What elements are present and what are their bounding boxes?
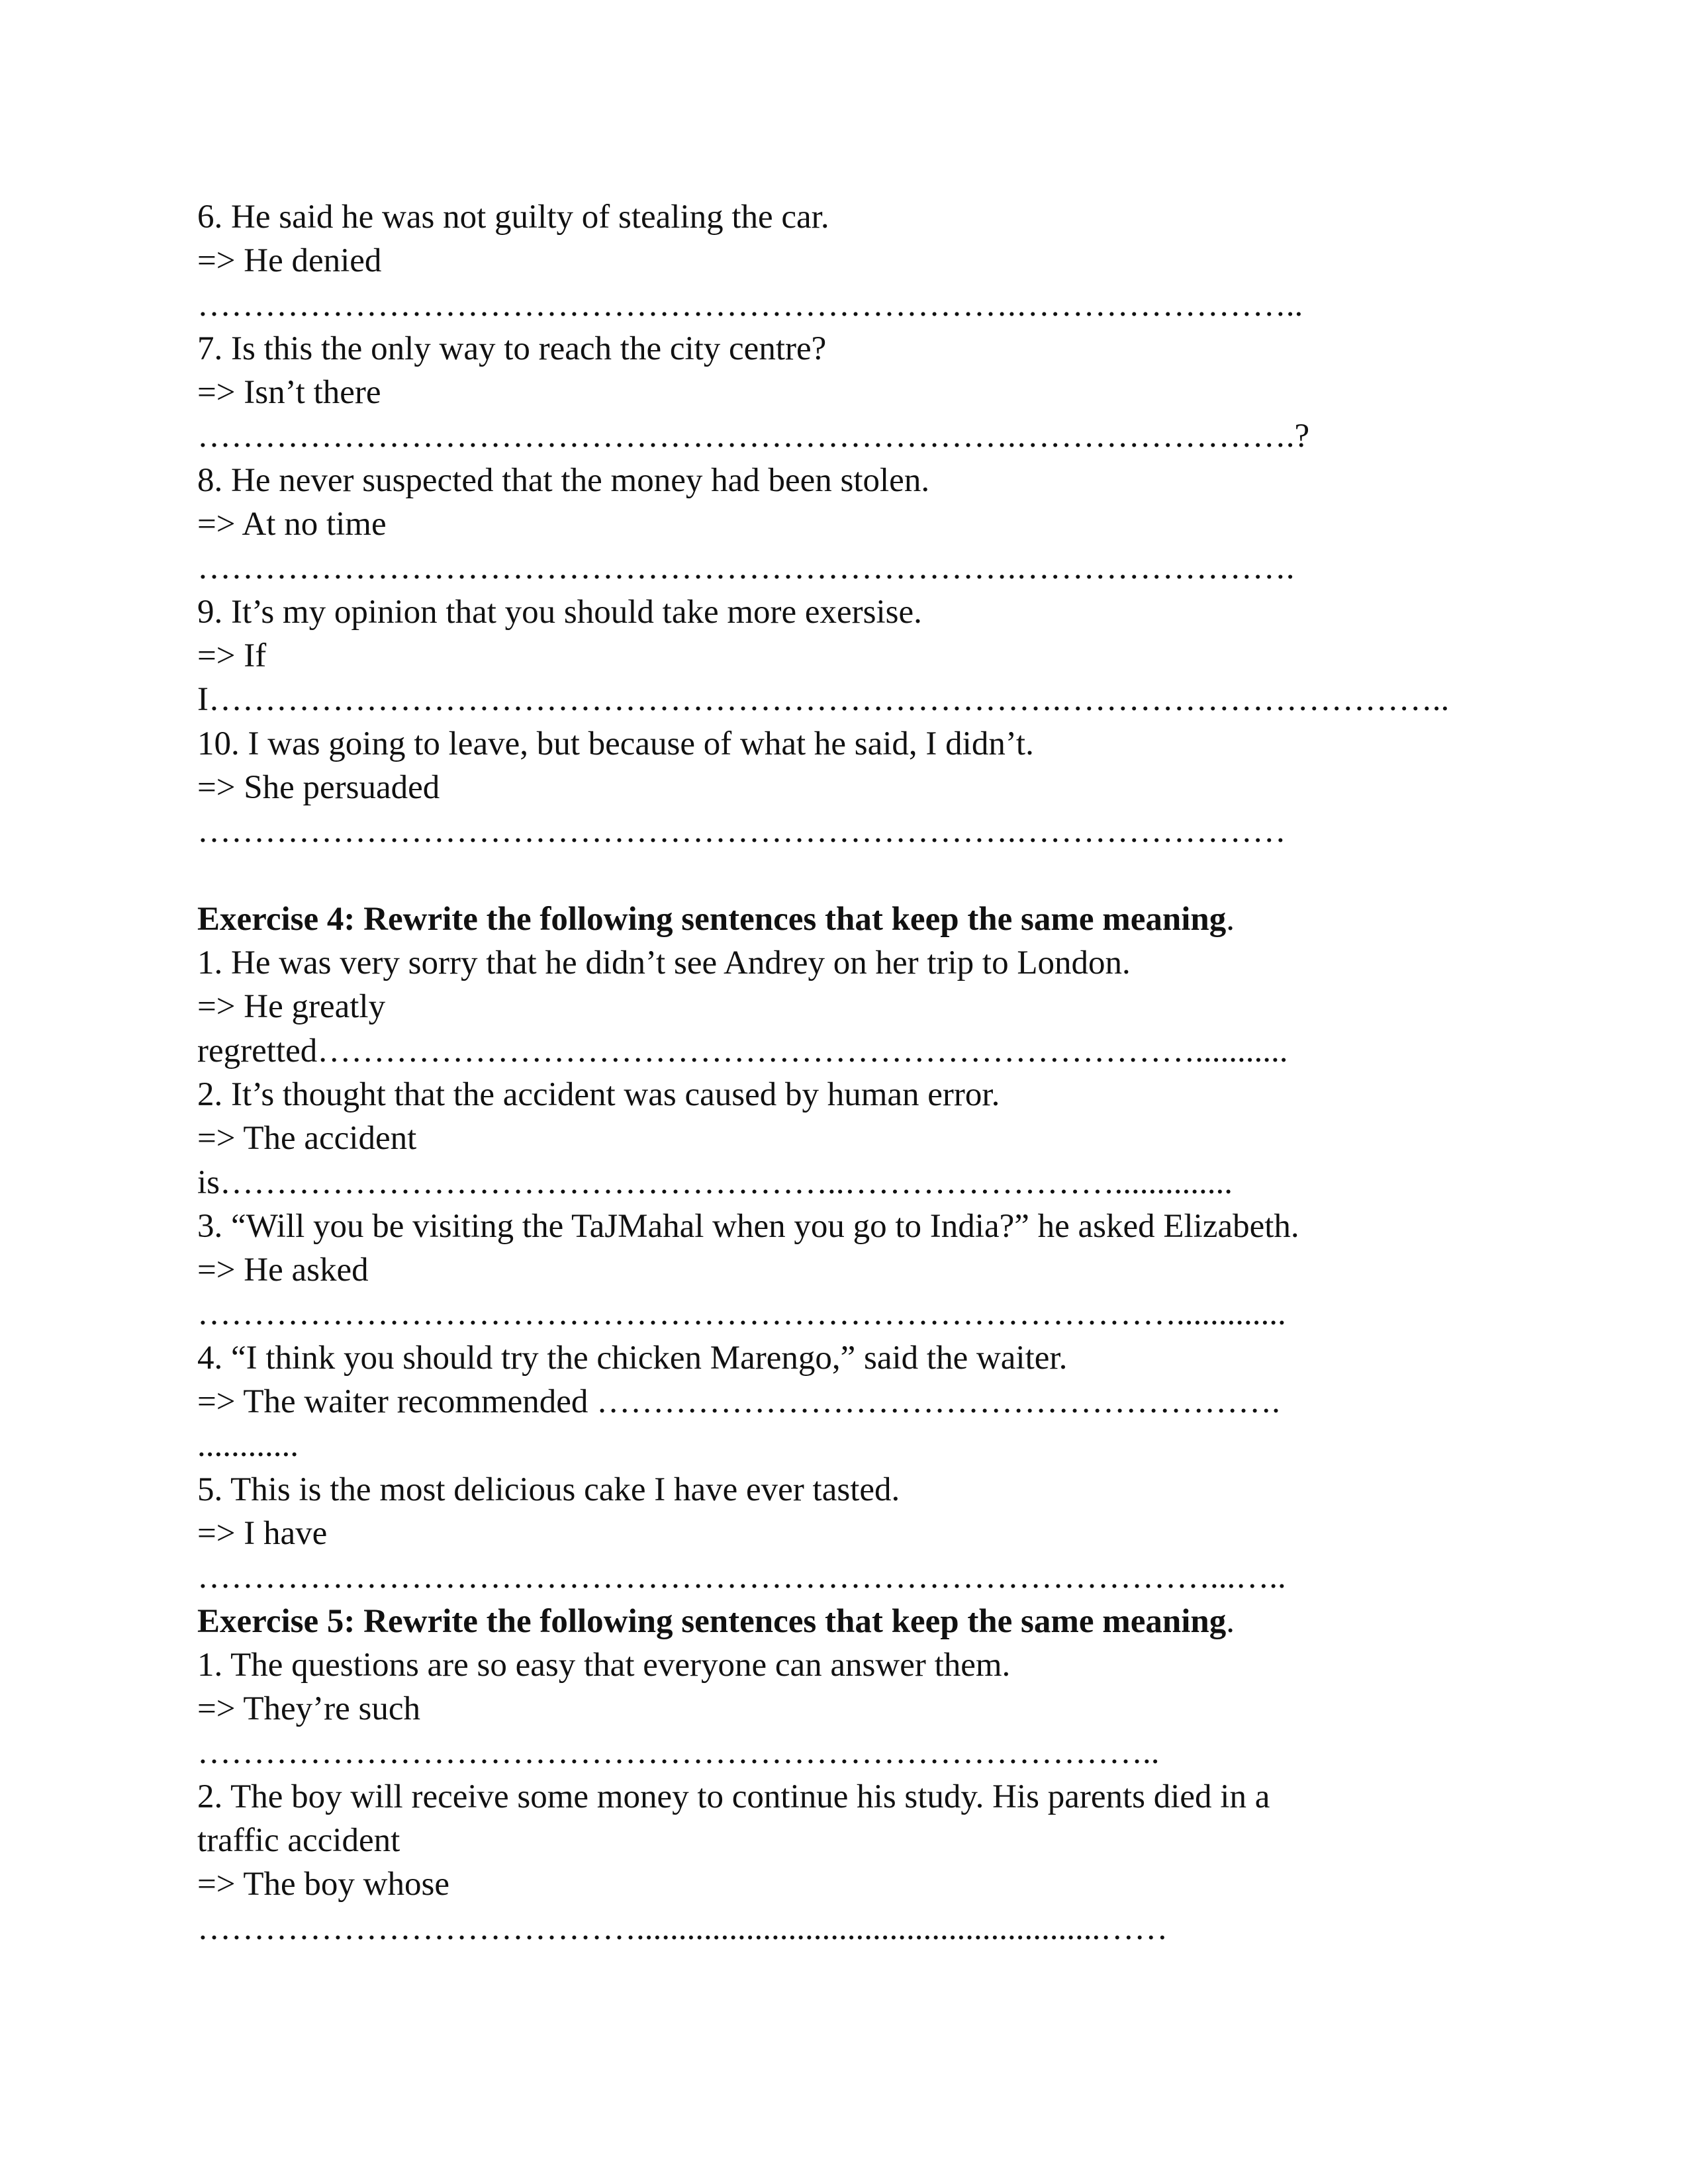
- ex5-question-1: 1. The questions are so easy that everyone can answer them.: [197, 1646, 1011, 1684]
- ex5-answer-prompt-1: => They’re such: [197, 1690, 420, 1728]
- answer-blank-9[interactable]: I………………………………………………………………….……………………………..: [197, 681, 1450, 719]
- exercise-4-title: Exercise 4: Rewrite the following sentences that keep the same meaning: [197, 900, 1227, 938]
- ex4-answer-prompt-1: => He greatly: [197, 988, 386, 1026]
- answer-blank-10[interactable]: ……………………………………………………………….……………………: [197, 813, 1286, 850]
- answer-prompt-10: => She persuaded: [197, 768, 440, 806]
- worksheet-page: [197, 195, 1495, 1950]
- section-spacer: [197, 853, 1495, 897]
- exercise-5-heading: [197, 1600, 1495, 1643]
- question-8: 8. He never suspected that the money had been stolen.: [197, 461, 930, 499]
- ex4-answer-blank-2[interactable]: is………………………………………………..……………………..............: [197, 1163, 1233, 1201]
- question-9: 9. It’s my opinion that you should take more exersise.: [197, 593, 922, 631]
- answer-prompt-9: => If: [197, 637, 267, 674]
- ex5-answer-prompt-2: => The boy whose: [197, 1866, 449, 1903]
- answer-blank-6[interactable]: ……………………………………………………………….……………………..: [197, 286, 1303, 324]
- ex4-answer-prompt-3: => He asked: [197, 1251, 369, 1289]
- exercise-5-period: .: [1226, 1602, 1235, 1640]
- exercise-4-period: .: [1226, 900, 1235, 938]
- ex4-answer-blank-4[interactable]: ............: [197, 1427, 299, 1465]
- ex5-answer-blank-2[interactable]: ………………………………….......................................................……: [197, 1909, 1168, 1947]
- ex4-answer-blank-3[interactable]: …………………………………………………………………………….............: [197, 1295, 1286, 1333]
- answer-blank-8[interactable]: ……………………………………………………………….…………………….: [197, 549, 1295, 587]
- ex5-question-2: 2. The boy will receive some money to continue his study. His parents died in a: [197, 1778, 1270, 1815]
- ex4-answer-blank-1[interactable]: regretted……………………………………………………………………...........: [197, 1032, 1288, 1069]
- ex4-answer-prompt-2: => The accident: [197, 1120, 417, 1158]
- question-10: 10. I was going to leave, but because of what he said, I didn’t.: [197, 725, 1034, 762]
- exercise-4-heading: [197, 897, 1495, 941]
- answer-prompt-7: => Isn’t there: [197, 374, 381, 412]
- question-7: 7. Is this the only way to reach the city centre?: [197, 330, 827, 367]
- ex4-question-4: 4. “I think you should try the chicken Marengo,” said the waiter.: [197, 1339, 1068, 1377]
- ex4-question-2: 2. It’s thought that the accident was caused by human error.: [197, 1075, 1000, 1113]
- answer-blank-7[interactable]: ……………………………………………………………….…………………….?: [197, 418, 1310, 455]
- ex5-answer-blank-1[interactable]: …………………………………………………………………………..: [197, 1734, 1160, 1772]
- ex4-answer-prompt-4[interactable]: => The waiter recommended …………………………………………………….: [197, 1383, 1280, 1421]
- question-6: 6. He said he was not guilty of stealing the car.: [197, 199, 829, 236]
- ex4-question-1: 1. He was very sorry that he didn’t see Andrey on her trip to London.: [197, 944, 1131, 982]
- ex4-question-3: 3. “Will you be visiting the TaJMahal when you go to India?” he asked Elizabeth.: [197, 1207, 1299, 1245]
- ex5-question-2-cont: traffic accident: [197, 1821, 400, 1859]
- answer-prompt-6: => He denied: [197, 242, 382, 280]
- ex4-answer-prompt-5: => I have: [197, 1514, 328, 1552]
- ex4-question-5: 5. This is the most delicious cake I have ever tasted.: [197, 1471, 900, 1508]
- answer-prompt-8: => At no time: [197, 506, 387, 543]
- ex4-answer-blank-5[interactable]: ………………………………………………………………………………...…..: [197, 1559, 1286, 1596]
- exercise-5-title: Exercise 5: Rewrite the following sentences that keep the same meaning: [197, 1602, 1227, 1640]
